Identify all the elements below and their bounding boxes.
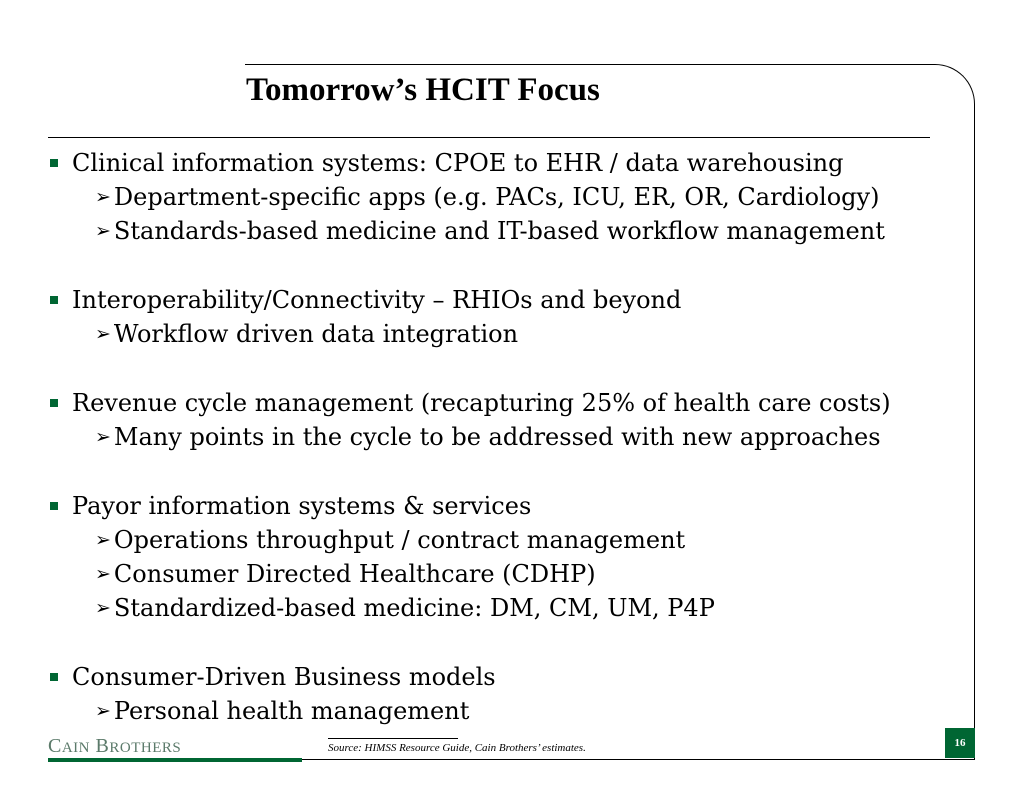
square-bullet-icon <box>50 159 58 167</box>
page-number-badge: 16 <box>945 728 975 758</box>
section-revenue-cycle <box>48 386 948 454</box>
source-divider <box>328 738 458 739</box>
arrow-bullet-icon: ➢ <box>95 220 111 242</box>
square-bullet-icon <box>50 502 58 510</box>
bullet-text: Consumer-Driven Business models <box>72 663 496 691</box>
square-bullet-icon <box>50 399 58 407</box>
bullet-item <box>48 489 948 523</box>
bullet-item <box>48 660 948 694</box>
section-consumer-driven <box>48 660 948 728</box>
arrow-bullet-icon: ➢ <box>95 700 111 722</box>
arrow-bullet-icon: ➢ <box>95 426 111 448</box>
bullet-text: Clinical information systems: CPOE to EHR / data warehousing <box>72 149 844 177</box>
sub-bullet-item <box>48 694 948 728</box>
bullet-text: Payor information systems & services <box>72 492 532 520</box>
frame-top-border <box>245 64 935 65</box>
sub-bullet-text: Workflow driven data integration <box>113 320 519 348</box>
bullet-item <box>48 386 948 420</box>
section-interoperability <box>48 283 948 351</box>
arrow-bullet-icon: ➢ <box>95 323 111 345</box>
arrow-bullet-icon: ➢ <box>95 597 111 619</box>
square-bullet-icon <box>50 296 58 304</box>
sub-bullet-item <box>48 557 948 591</box>
sub-bullet-item <box>48 420 948 454</box>
sub-bullet-text: Consumer Directed Healthcare (CDHP) <box>113 560 596 588</box>
bullet-text: Revenue cycle management (recapturing 25% of health care costs) <box>72 389 891 417</box>
slide-content <box>48 146 948 728</box>
sub-bullet-item <box>48 591 948 625</box>
bullet-text: Interoperability/Connectivity – RHIOs and beyond <box>72 286 682 314</box>
sub-bullet-text: Standards-based medicine and IT-based workflow management <box>113 217 885 245</box>
sub-bullet-text: Personal health management <box>113 697 470 725</box>
bullet-item <box>48 283 948 317</box>
slide-title: Tomorrow’s HCIT Focus <box>246 72 600 108</box>
sub-bullet-text: Operations throughput / contract management <box>113 526 686 554</box>
source-note: Source: HIMSS Resource Guide, Cain Brothers’ estimates. <box>328 742 586 754</box>
title-divider <box>48 137 930 138</box>
frame-bottom-border <box>302 759 975 760</box>
sub-bullet-item <box>48 180 948 214</box>
logo-underline-bar <box>48 758 302 762</box>
bullet-item <box>48 146 948 180</box>
square-bullet-icon <box>50 673 58 681</box>
arrow-bullet-icon: ➢ <box>95 186 111 208</box>
sub-bullet-item <box>48 523 948 557</box>
frame-rounded-corner <box>895 64 975 144</box>
sub-bullet-text: Standardized-based medicine: DM, CM, UM, P4P <box>113 594 715 622</box>
sub-bullet-text: Many points in the cycle to be addressed with new approaches <box>113 423 881 451</box>
arrow-bullet-icon: ➢ <box>95 529 111 551</box>
company-logo: CAIN BROTHERS <box>48 735 182 757</box>
sub-bullet-item <box>48 214 948 248</box>
sub-bullet-text: Department-specific apps (e.g. PACs, ICU, ER, OR, Cardiology) <box>113 183 880 211</box>
section-payor <box>48 489 948 625</box>
arrow-bullet-icon: ➢ <box>95 563 111 585</box>
frame-right-border <box>974 104 975 760</box>
sub-bullet-item <box>48 317 948 351</box>
section-clinical <box>48 146 948 248</box>
